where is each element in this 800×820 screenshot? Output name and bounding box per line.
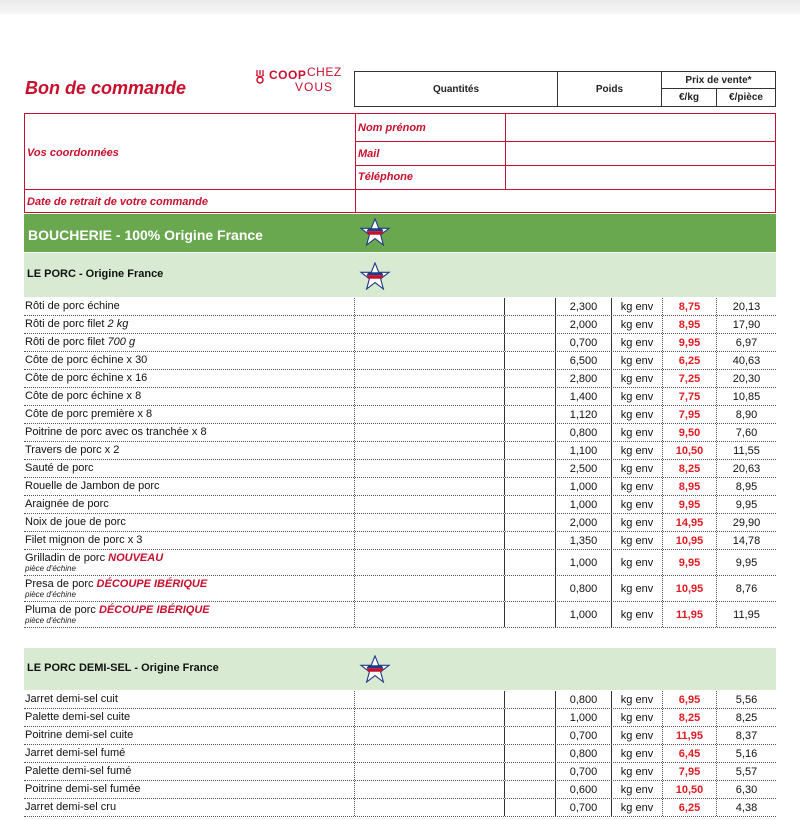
price-per-piece: 20,13 (716, 298, 776, 315)
weight-value: 1,350 (555, 532, 611, 549)
coop-chez-vous-logo (255, 65, 345, 102)
product-name-text: Noix de joue de porc (25, 516, 126, 528)
header-prix-label: Prix de vente* (685, 74, 752, 86)
price-per-kg: 10,95 (662, 532, 716, 549)
section-porc-title: LE PORC - Origine France (27, 268, 164, 280)
product-name-text: Presa de porc (25, 578, 97, 590)
origine-france-badge-icon (358, 218, 392, 246)
price-per-piece: 6,30 (716, 781, 776, 798)
logo-fork-icon (255, 70, 267, 84)
quantity-input[interactable] (354, 334, 504, 351)
logo-text-chez: CHEZ (307, 65, 342, 79)
price-per-piece: 6,97 (716, 334, 776, 351)
mail-label: Mail (358, 148, 380, 160)
product-name-text: Poitrine demi-sel fumée (25, 783, 141, 795)
price-per-kg: 6,45 (662, 745, 716, 762)
price-per-piece: 5,56 (716, 691, 776, 708)
quantity-input-2[interactable] (504, 370, 555, 387)
product-name (24, 691, 354, 708)
weight-unit: kg env (611, 745, 662, 762)
price-per-kg: 11,95 (662, 727, 716, 744)
quantity-input-2[interactable] (504, 799, 555, 816)
nom-prenom-label: Nom prénom (358, 122, 426, 134)
section-demi-sel-title: LE PORC DEMI-SEL - Origine France (27, 662, 219, 674)
weight-unit: kg env (611, 460, 662, 477)
weight-unit: kg env (611, 514, 662, 531)
price-per-piece: 20,30 (716, 370, 776, 387)
quantity-input[interactable] (354, 496, 504, 513)
price-per-piece: 7,60 (716, 424, 776, 441)
price-per-kg: 6,25 (662, 799, 716, 816)
quantity-input[interactable] (354, 691, 504, 708)
logo-text-vous: VOUS (295, 80, 334, 94)
quantity-input[interactable] (354, 442, 504, 459)
price-per-piece: 10,85 (716, 388, 776, 405)
product-name-text: Travers de porc x 2 (25, 444, 120, 456)
price-per-kg: 8,25 (662, 460, 716, 477)
product-name-text: Côte de porc échine x 8 (25, 390, 142, 402)
product-name-text: Rôti de porc échine (25, 300, 120, 312)
quantity-input[interactable] (354, 514, 504, 531)
quantity-input-2[interactable] (504, 406, 555, 423)
product-name (24, 406, 354, 423)
table-row (24, 763, 776, 781)
table-row (24, 745, 776, 763)
quantity-input-2[interactable] (504, 352, 555, 369)
table-row (24, 406, 776, 424)
price-per-piece: 29,90 (716, 514, 776, 531)
telephone-field[interactable] (506, 166, 774, 189)
product-name-text: Jarret demi-sel fumé (25, 747, 126, 759)
price-per-kg: 8,75 (662, 298, 716, 315)
price-per-piece: 11,55 (716, 442, 776, 459)
product-name-text: Poitrine demi-sel cuite (25, 729, 134, 741)
weight-unit: kg env (611, 709, 662, 726)
price-per-kg: 8,95 (662, 316, 716, 333)
weight-value: 0,800 (555, 576, 611, 601)
price-per-piece: 8,76 (716, 576, 776, 601)
nom-prenom-field[interactable] (506, 115, 774, 141)
weight-unit: kg env (611, 799, 662, 816)
weight-unit: kg env (611, 496, 662, 513)
quantity-input-2[interactable] (504, 550, 555, 575)
price-per-kg: 14,95 (662, 514, 716, 531)
weight-value: 0,600 (555, 781, 611, 798)
product-name-text: Poitrine de porc avec os tranchée x 8 (25, 426, 207, 438)
product-name (24, 370, 354, 387)
table-row (24, 478, 776, 496)
weight-unit: kg env (611, 334, 662, 351)
price-per-piece: 5,57 (716, 763, 776, 780)
weight-value: 1,000 (555, 478, 611, 495)
quantity-input[interactable] (354, 388, 504, 405)
quantity-input[interactable] (354, 602, 504, 627)
weight-value: 1,000 (555, 496, 611, 513)
quantity-input[interactable] (354, 532, 504, 549)
price-per-piece: 8,25 (716, 709, 776, 726)
quantity-input-2[interactable] (504, 709, 555, 726)
header-poids (557, 71, 662, 107)
weight-unit: kg env (611, 727, 662, 744)
weight-value: 0,800 (555, 691, 611, 708)
product-name-text: Palette demi-sel cuite (25, 711, 131, 723)
product-note: pièce d'échine (25, 616, 76, 625)
quantity-input[interactable] (354, 727, 504, 744)
quantity-input[interactable] (354, 709, 504, 726)
weight-value: 1,100 (555, 442, 611, 459)
product-name (24, 478, 354, 495)
weight-value: 0,800 (555, 745, 611, 762)
product-name (24, 709, 354, 726)
table-row (24, 709, 776, 727)
price-per-kg: 9,95 (662, 334, 716, 351)
weight-unit: kg env (611, 352, 662, 369)
product-name (24, 602, 354, 627)
quantity-input-2[interactable] (504, 576, 555, 601)
product-name-text: Côte de porc échine x 30 (25, 354, 148, 366)
table-row (24, 691, 776, 709)
date-retrait-label: Date de retrait de votre commande (27, 196, 208, 208)
product-name (24, 514, 354, 531)
section-demi-sel (24, 648, 776, 690)
coordinates-form (24, 113, 776, 213)
top-bar (0, 0, 800, 14)
product-name (24, 460, 354, 477)
page-title: Bon de commande (25, 78, 187, 98)
product-name-text: Rôti de porc filet (25, 318, 108, 330)
product-name-text: Côte de porc première x 8 (25, 408, 153, 420)
product-name-text: Rouelle de Jambon de porc (25, 480, 160, 492)
product-name (24, 781, 354, 798)
price-per-kg: 7,95 (662, 763, 716, 780)
product-note: pièce d'échine (25, 564, 76, 573)
table-row (24, 460, 776, 478)
weight-value: 1,000 (555, 709, 611, 726)
weight-value: 2,000 (555, 514, 611, 531)
section-boucherie-title: BOUCHERIE - 100% Origine France (28, 227, 263, 243)
product-name-text: Jarret demi-sel cru (25, 801, 117, 813)
quantity-input-2[interactable] (504, 298, 555, 315)
telephone-label: Téléphone (358, 171, 414, 183)
table-row (24, 514, 776, 532)
quantity-input-2[interactable] (504, 424, 555, 441)
price-per-kg: 9,95 (662, 550, 716, 575)
product-tag: DÉCOUPE IBÉRIQUE (98, 604, 210, 616)
weight-value: 1,000 (555, 602, 611, 627)
product-name (24, 763, 354, 780)
product-name (24, 316, 354, 333)
table-row (24, 532, 776, 550)
quantity-input-2[interactable] (504, 602, 555, 627)
product-name (24, 532, 354, 549)
product-name (24, 442, 354, 459)
price-per-piece: 14,78 (716, 532, 776, 549)
price-per-kg: 9,50 (662, 424, 716, 441)
price-per-piece: 20,63 (716, 460, 776, 477)
product-name-text: Grilladin de porc (25, 552, 109, 564)
vos-coordonnees-label: Vos coordonnées (27, 147, 119, 159)
header-eur-kg (661, 88, 717, 107)
quantity-input-2[interactable] (504, 316, 555, 333)
weight-unit: kg env (611, 388, 662, 405)
quantity-input[interactable] (354, 370, 504, 387)
product-name-text: Palette demi-sel fumé (25, 765, 132, 777)
quantity-input-2[interactable] (504, 763, 555, 780)
table-row (24, 550, 776, 576)
table-row (24, 496, 776, 514)
weight-value: 0,800 (555, 424, 611, 441)
weight-value: 0,700 (555, 799, 611, 816)
table-row (24, 316, 776, 334)
quantity-input[interactable] (354, 316, 504, 333)
weight-value: 2,800 (555, 370, 611, 387)
price-per-kg: 7,75 (662, 388, 716, 405)
quantity-input[interactable] (354, 745, 504, 762)
quantity-input-2[interactable] (504, 532, 555, 549)
product-tag: NOUVEAU (108, 552, 164, 564)
quantity-input-2[interactable] (504, 727, 555, 744)
product-name-text: Côte de porc échine x 16 (25, 372, 148, 384)
origine-france-badge-icon (358, 262, 392, 290)
product-name-text: Sauté de porc (25, 462, 94, 474)
weight-value: 2,000 (555, 316, 611, 333)
price-per-piece: 9,95 (716, 550, 776, 575)
product-name-text: Pluma de porc (25, 604, 99, 616)
weight-unit: kg env (611, 478, 662, 495)
quantity-input-2[interactable] (504, 388, 555, 405)
price-per-kg: 9,95 (662, 496, 716, 513)
product-name-text: Filet mignon de porc x 3 (25, 534, 143, 546)
price-per-piece: 8,90 (716, 406, 776, 423)
product-name-text: Jarret demi-sel cuit (25, 693, 118, 705)
weight-unit: kg env (611, 370, 662, 387)
weight-unit: kg env (611, 691, 662, 708)
product-note: pièce d'échine (25, 590, 76, 599)
section-boucherie (24, 214, 776, 252)
quantity-input[interactable] (354, 576, 504, 601)
price-per-piece: 5,16 (716, 745, 776, 762)
price-per-kg: 6,25 (662, 352, 716, 369)
product-name-weight: 2 kg (107, 318, 129, 330)
mail-field[interactable] (506, 142, 774, 165)
table-row (24, 799, 776, 817)
header-quantites-label: Quantités (432, 83, 480, 95)
price-per-piece: 9,95 (716, 496, 776, 513)
quantity-input[interactable] (354, 478, 504, 495)
quantity-input[interactable] (354, 763, 504, 780)
table-row (24, 334, 776, 352)
table-row (24, 727, 776, 745)
product-name (24, 352, 354, 369)
date-retrait-field[interactable] (356, 190, 774, 212)
price-per-kg: 7,25 (662, 370, 716, 387)
table-row (24, 388, 776, 406)
weight-unit: kg env (611, 602, 662, 627)
header-quantites (354, 71, 558, 107)
product-name (24, 424, 354, 441)
quantity-input-2[interactable] (504, 460, 555, 477)
product-tag: DÉCOUPE IBÉRIQUE (96, 578, 208, 590)
weight-value: 1,400 (555, 388, 611, 405)
weight-value: 1,000 (555, 550, 611, 575)
quantity-input[interactable] (354, 424, 504, 441)
header-eur-kg-label: €/kg (678, 92, 699, 103)
product-name (24, 745, 354, 762)
table-row (24, 424, 776, 442)
weight-value: 2,500 (555, 460, 611, 477)
quantity-input[interactable] (354, 460, 504, 477)
logo-text-coop: COOP (269, 68, 307, 82)
table-row (24, 781, 776, 799)
header-prix (661, 71, 776, 89)
price-per-kg: 8,95 (662, 478, 716, 495)
weight-unit: kg env (611, 763, 662, 780)
header-poids-label: Poids (595, 83, 624, 95)
weight-unit: kg env (611, 442, 662, 459)
table-row (24, 352, 776, 370)
product-name (24, 298, 354, 315)
quantity-input[interactable] (354, 406, 504, 423)
quantity-input[interactable] (354, 352, 504, 369)
price-per-piece: 17,90 (716, 316, 776, 333)
table-row (24, 370, 776, 388)
price-per-piece: 11,95 (716, 602, 776, 627)
product-name-text: Rôti de porc filet (25, 336, 108, 348)
section-porc (24, 253, 776, 297)
price-per-piece: 8,95 (716, 478, 776, 495)
weight-unit: kg env (611, 424, 662, 441)
product-name (24, 727, 354, 744)
price-per-piece: 4,38 (716, 799, 776, 816)
product-name (24, 496, 354, 513)
price-per-kg: 10,50 (662, 781, 716, 798)
quantity-input-2[interactable] (504, 781, 555, 798)
table-row (24, 602, 776, 628)
product-name (24, 799, 354, 816)
product-name-weight: 700 g (107, 336, 136, 348)
price-per-piece: 8,37 (716, 727, 776, 744)
quantity-input-2[interactable] (504, 478, 555, 495)
quantity-input-2[interactable] (504, 442, 555, 459)
weight-value: 2,300 (555, 298, 611, 315)
table-row (24, 298, 776, 316)
weight-unit: kg env (611, 550, 662, 575)
weight-value: 0,700 (555, 763, 611, 780)
price-per-kg: 11,95 (662, 602, 716, 627)
weight-value: 1,120 (555, 406, 611, 423)
weight-unit: kg env (611, 781, 662, 798)
quantity-input[interactable] (354, 781, 504, 798)
weight-unit: kg env (611, 316, 662, 333)
header-eur-piece-label: €/pièce (729, 92, 763, 103)
product-name (24, 576, 354, 601)
quantity-input[interactable] (354, 799, 504, 816)
quantity-input-2[interactable] (504, 334, 555, 351)
quantity-input-2[interactable] (504, 691, 555, 708)
price-per-kg: 10,50 (662, 442, 716, 459)
origine-france-badge-icon (358, 655, 392, 683)
weight-value: 6,500 (555, 352, 611, 369)
weight-unit: kg env (611, 532, 662, 549)
weight-unit: kg env (611, 406, 662, 423)
quantity-input[interactable] (354, 298, 504, 315)
header-eur-piece (716, 88, 776, 107)
weight-value: 0,700 (555, 727, 611, 744)
weight-value: 0,700 (555, 334, 611, 351)
table-row (24, 576, 776, 602)
weight-unit: kg env (611, 576, 662, 601)
quantity-input-2[interactable] (504, 745, 555, 762)
quantity-input-2[interactable] (504, 496, 555, 513)
price-per-kg: 6,95 (662, 691, 716, 708)
price-per-kg: 8,25 (662, 709, 716, 726)
product-name-text: Araignée de porc (25, 498, 109, 510)
product-name (24, 388, 354, 405)
price-per-kg: 7,95 (662, 406, 716, 423)
price-per-kg: 10,95 (662, 576, 716, 601)
product-name (24, 334, 354, 351)
weight-unit: kg env (611, 298, 662, 315)
product-name (24, 550, 354, 575)
price-per-piece: 40,63 (716, 352, 776, 369)
table-row (24, 442, 776, 460)
quantity-input[interactable] (354, 550, 504, 575)
quantity-input-2[interactable] (504, 514, 555, 531)
